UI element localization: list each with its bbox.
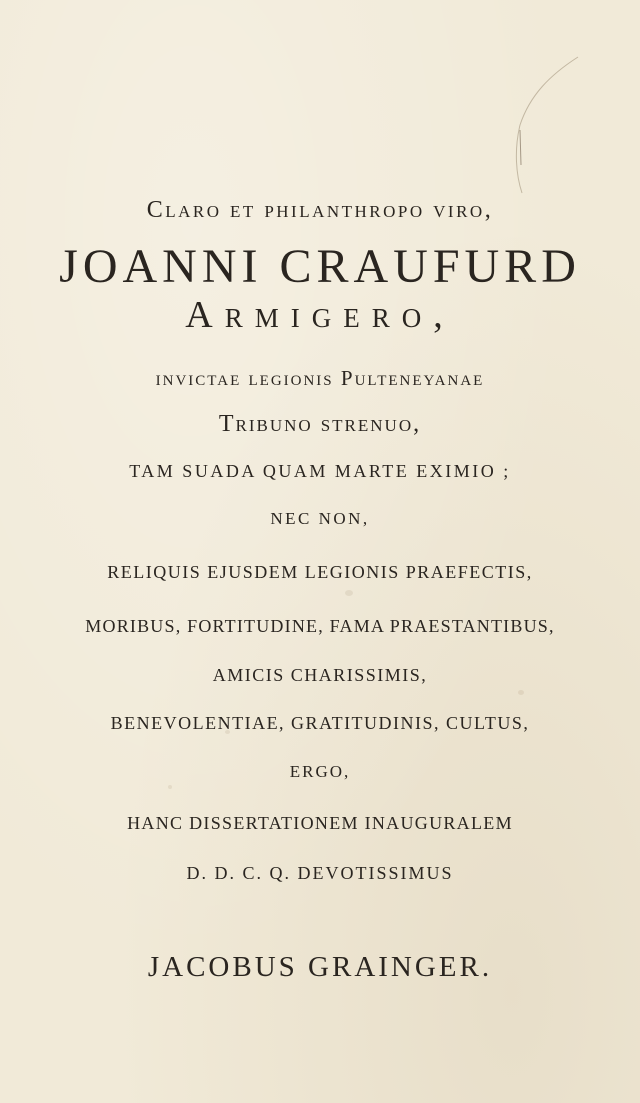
paper-stain	[168, 785, 172, 789]
dissertation-line: HANC DISSERTATIONEM INAUGURALEM	[127, 813, 513, 833]
ergo-line: ERGO,	[289, 762, 351, 781]
conjunction-line: NEC NON,	[270, 509, 370, 528]
paper-crease-mark	[490, 55, 580, 195]
dedicatee-title: Armigero,	[185, 294, 455, 336]
paper-stain	[518, 690, 524, 695]
dedicatee-name: JOANNI CRAUFURD	[59, 240, 581, 293]
praise-line: TAM SUADA QUAM MARTE EXIMIO ;	[129, 461, 511, 481]
friends-line: AMICIS CHARISSIMIS,	[212, 665, 428, 685]
rank-line: Tribuno strenuo,	[218, 411, 422, 437]
legion-line: invictae legionis Pulteneyanae	[155, 366, 485, 390]
author-name: JACOBUS GRAINGER.	[147, 951, 493, 983]
dedication-formula: D. D. C. Q. DEVOTISSIMUS	[186, 863, 454, 883]
paper-stain	[345, 590, 353, 596]
gratitude-line: BENEVOLENTIAE, GRATITUDINIS, CULTUS,	[110, 713, 530, 733]
officers-line: RELIQUIS EJUSDEM LEGIONIS PRAEFECTIS,	[107, 562, 533, 582]
virtues-line: MORIBUS, FORTITUDINE, FAMA PRAESTANTIBUS,	[85, 616, 555, 636]
salutation-line: Claro et philanthropo viro,	[146, 197, 494, 223]
